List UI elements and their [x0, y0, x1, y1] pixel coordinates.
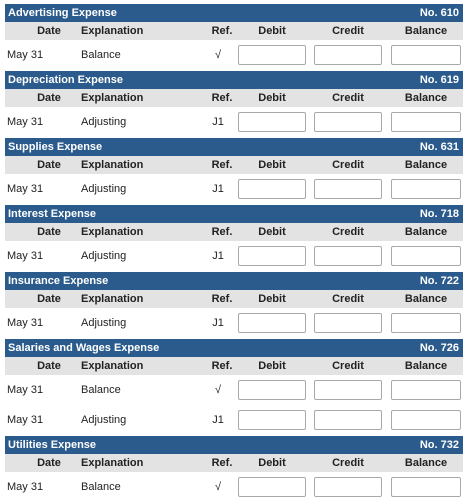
column-header-row: [5, 357, 463, 375]
column-header-row: [5, 22, 463, 40]
column-header-credit: Credit: [332, 457, 364, 469]
column-header-balance: Balance: [404, 159, 448, 171]
credit-cell: [313, 472, 383, 502]
credit-input[interactable]: [314, 410, 382, 430]
column-header-row: [5, 290, 463, 308]
column-header-debit: Debit: [258, 293, 286, 305]
credit-cell: [313, 308, 383, 338]
column-header-date: Date: [37, 293, 61, 305]
ledger-row: [5, 375, 463, 405]
row-explanation: Adjusting: [81, 250, 127, 262]
balance-input[interactable]: [391, 179, 461, 199]
credit-input[interactable]: [314, 246, 382, 266]
column-header-date: Date: [37, 457, 61, 469]
column-header-debit: Debit: [258, 360, 286, 372]
row-date: May 31: [7, 384, 44, 396]
balance-input[interactable]: [391, 380, 461, 400]
debit-input[interactable]: [238, 410, 306, 430]
column-header-row: [5, 454, 463, 472]
row-explanation: Adjusting: [81, 317, 127, 329]
column-header-explanation: Explanation: [81, 226, 144, 238]
balance-cell: [389, 40, 463, 70]
column-header-date: Date: [37, 92, 61, 104]
account-number: No. 718: [419, 208, 459, 220]
row-ref: J1: [212, 183, 224, 195]
row-explanation: Adjusting: [81, 116, 127, 128]
balance-input[interactable]: [391, 313, 461, 333]
balance-cell: [389, 405, 463, 435]
column-header-credit: Credit: [332, 92, 364, 104]
account-number: No. 619: [419, 74, 459, 86]
row-ref: √: [214, 384, 222, 396]
ledger-row: [5, 472, 463, 502]
column-header-row: [5, 223, 463, 241]
ledger-depreciation-expense: [5, 71, 463, 137]
credit-input[interactable]: [314, 45, 382, 65]
credit-input[interactable]: [314, 380, 382, 400]
column-header-debit: Debit: [258, 92, 286, 104]
row-ref: J1: [212, 250, 224, 262]
ledger-insurance-expense: [5, 272, 463, 338]
ledger-title-bar: [5, 71, 463, 89]
column-header-explanation: Explanation: [81, 457, 144, 469]
row-date: May 31: [7, 49, 44, 61]
column-header-ref: Ref.: [211, 159, 233, 171]
column-header-balance: Balance: [404, 92, 448, 104]
row-ref: √: [214, 481, 222, 493]
credit-input[interactable]: [314, 313, 382, 333]
column-header-balance: Balance: [404, 25, 448, 37]
account-title: Interest Expense: [8, 208, 97, 220]
debit-cell: [237, 308, 307, 338]
debit-input[interactable]: [238, 179, 306, 199]
row-explanation: Balance: [81, 49, 121, 61]
column-header-explanation: Explanation: [81, 92, 144, 104]
column-header-debit: Debit: [258, 159, 286, 171]
ledger-row: [5, 174, 463, 204]
credit-input[interactable]: [314, 112, 382, 132]
column-header-ref: Ref.: [211, 293, 233, 305]
ledger-row: [5, 405, 463, 435]
balance-cell: [389, 308, 463, 338]
balance-input[interactable]: [391, 246, 461, 266]
debit-input[interactable]: [238, 380, 306, 400]
row-date: May 31: [7, 317, 44, 329]
column-header-credit: Credit: [332, 25, 364, 37]
column-header-row: [5, 156, 463, 174]
balance-cell: [389, 472, 463, 502]
row-date: May 31: [7, 183, 44, 195]
column-header-ref: Ref.: [211, 92, 233, 104]
account-title: Supplies Expense: [8, 141, 103, 153]
account-title: Depreciation Expense: [8, 74, 123, 86]
account-title: Advertising Expense: [8, 7, 117, 19]
balance-input[interactable]: [391, 45, 461, 65]
column-header-debit: Debit: [258, 457, 286, 469]
column-header-credit: Credit: [332, 293, 364, 305]
account-number: No. 631: [419, 141, 459, 153]
ledger-salaries-and-wages-expense: [5, 339, 463, 435]
column-header-debit: Debit: [258, 226, 286, 238]
credit-cell: [313, 375, 383, 405]
credit-input[interactable]: [314, 179, 382, 199]
column-header-row: [5, 89, 463, 107]
ledger-row: [5, 107, 463, 137]
row-ref: J1: [212, 116, 224, 128]
column-header-date: Date: [37, 360, 61, 372]
ledger-advertising-expense: [5, 4, 463, 70]
row-date: May 31: [7, 250, 44, 262]
ledger-row: [5, 308, 463, 338]
column-header-balance: Balance: [404, 360, 448, 372]
column-header-ref: Ref.: [211, 457, 233, 469]
ledger-supplies-expense: [5, 138, 463, 204]
debit-cell: [237, 241, 307, 271]
credit-cell: [313, 174, 383, 204]
credit-cell: [313, 241, 383, 271]
column-header-credit: Credit: [332, 360, 364, 372]
row-ref: J1: [212, 317, 224, 329]
account-number: No. 610: [419, 7, 459, 19]
debit-cell: [237, 405, 307, 435]
balance-cell: [389, 375, 463, 405]
debit-input[interactable]: [238, 477, 306, 497]
column-header-date: Date: [37, 226, 61, 238]
row-explanation: Balance: [81, 481, 121, 493]
column-header-balance: Balance: [404, 226, 448, 238]
balance-input[interactable]: [391, 477, 461, 497]
column-header-date: Date: [37, 25, 61, 37]
column-header-explanation: Explanation: [81, 360, 144, 372]
column-header-balance: Balance: [404, 457, 448, 469]
column-header-debit: Debit: [258, 25, 286, 37]
debit-cell: [237, 40, 307, 70]
ledger-interest-expense: [5, 205, 463, 271]
column-header-credit: Credit: [332, 226, 364, 238]
row-date: May 31: [7, 481, 44, 493]
column-header-ref: Ref.: [211, 25, 233, 37]
row-explanation: Adjusting: [81, 414, 127, 426]
ledger-row: [5, 40, 463, 70]
row-ref: √: [214, 49, 222, 61]
debit-input[interactable]: [238, 45, 306, 65]
row-ref: J1: [212, 414, 224, 426]
ledger-utilities-expense: [5, 436, 463, 502]
account-number: No. 726: [419, 342, 459, 354]
column-header-ref: Ref.: [211, 226, 233, 238]
ledger-row: [5, 241, 463, 271]
debit-input[interactable]: [238, 313, 306, 333]
balance-cell: [389, 174, 463, 204]
credit-cell: [313, 40, 383, 70]
debit-cell: [237, 174, 307, 204]
account-number: No. 722: [419, 275, 459, 287]
account-title: Utilities Expense: [8, 439, 97, 451]
credit-cell: [313, 405, 383, 435]
column-header-date: Date: [37, 159, 61, 171]
column-header-ref: Ref.: [211, 360, 233, 372]
ledger-title-bar: [5, 4, 463, 22]
debit-input[interactable]: [238, 246, 306, 266]
balance-input[interactable]: [391, 410, 461, 430]
row-date: May 31: [7, 116, 44, 128]
ledger-title-bar: [5, 205, 463, 223]
credit-input[interactable]: [314, 477, 382, 497]
credit-cell: [313, 107, 383, 137]
column-header-explanation: Explanation: [81, 293, 144, 305]
debit-input[interactable]: [238, 112, 306, 132]
ledger-title-bar: [5, 339, 463, 357]
account-title: Insurance Expense: [8, 275, 109, 287]
column-header-balance: Balance: [404, 293, 448, 305]
row-date: May 31: [7, 414, 44, 426]
debit-cell: [237, 107, 307, 137]
balance-cell: [389, 241, 463, 271]
account-number: No. 732: [419, 439, 459, 451]
balance-input[interactable]: [391, 112, 461, 132]
column-header-explanation: Explanation: [81, 159, 144, 171]
ledger-title-bar: [5, 272, 463, 290]
balance-cell: [389, 107, 463, 137]
row-explanation: Balance: [81, 384, 121, 396]
debit-cell: [237, 375, 307, 405]
ledger-title-bar: [5, 436, 463, 454]
column-header-credit: Credit: [332, 159, 364, 171]
debit-cell: [237, 472, 307, 502]
column-header-explanation: Explanation: [81, 25, 144, 37]
account-title: Salaries and Wages Expense: [8, 342, 160, 354]
row-explanation: Adjusting: [81, 183, 127, 195]
ledger-title-bar: [5, 138, 463, 156]
